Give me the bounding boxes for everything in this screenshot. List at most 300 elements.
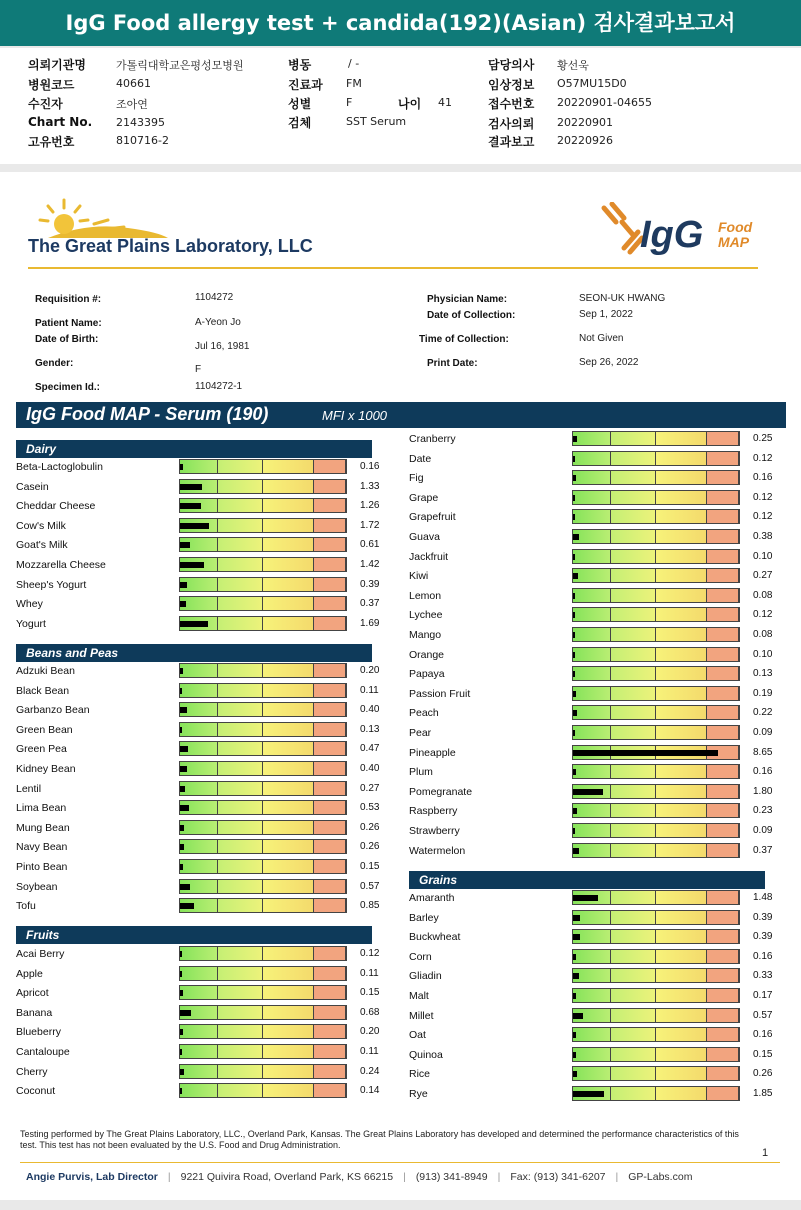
food-value: 0.11 bbox=[360, 1046, 379, 1057]
reactivity-bar bbox=[179, 596, 347, 611]
meta-label: 나이 bbox=[398, 97, 422, 111]
reactivity-bar bbox=[179, 1083, 347, 1098]
bar-zone bbox=[573, 950, 611, 963]
reactivity-fill bbox=[573, 828, 575, 834]
food-value: 0.15 bbox=[360, 987, 380, 999]
reactivity-bar bbox=[572, 725, 740, 740]
bar-zone bbox=[180, 821, 218, 834]
food-name: Barley bbox=[409, 911, 439, 924]
bar-zone bbox=[707, 550, 739, 563]
bar-zone bbox=[656, 687, 707, 700]
reactivity-bar bbox=[572, 1027, 740, 1042]
food-row bbox=[409, 430, 789, 449]
collection-date-label: Date of Collection: bbox=[427, 310, 516, 321]
reactivity-bar bbox=[179, 537, 347, 552]
reactivity-bar bbox=[572, 910, 740, 925]
meta-label: 검체 bbox=[288, 116, 312, 130]
food-name: Lemon bbox=[409, 589, 442, 602]
bar-zone bbox=[218, 617, 263, 630]
food-value: 0.16 bbox=[753, 1029, 773, 1041]
reactivity-fill bbox=[180, 786, 185, 792]
food-value: 0.13 bbox=[753, 668, 773, 680]
header-divider bbox=[28, 267, 758, 269]
bar-zone bbox=[218, 597, 263, 610]
reactivity-bar bbox=[179, 839, 347, 854]
food-row bbox=[409, 489, 789, 508]
food-name: Apple bbox=[16, 967, 43, 980]
food-value: 0.33 bbox=[753, 970, 773, 982]
reactivity-fill bbox=[180, 727, 182, 733]
bar-zone bbox=[573, 550, 611, 563]
page-number: 1 bbox=[762, 1147, 769, 1159]
food-row bbox=[409, 842, 789, 861]
reactivity-fill bbox=[180, 864, 183, 870]
bar-zone bbox=[656, 471, 707, 484]
bar-zone bbox=[573, 1067, 611, 1080]
food-row bbox=[409, 1007, 789, 1026]
bar-zone bbox=[314, 578, 346, 591]
meta-value: 2143395 bbox=[116, 116, 165, 129]
reactivity-fill bbox=[573, 730, 575, 736]
reactivity-bar bbox=[179, 1005, 347, 1020]
food-value: 0.10 bbox=[753, 648, 773, 660]
reactivity-bar bbox=[179, 761, 347, 776]
food-name: Mung Bean bbox=[16, 821, 70, 834]
bar-zone bbox=[218, 558, 263, 571]
bar-zone bbox=[707, 950, 739, 963]
bar-zone bbox=[314, 597, 346, 610]
food-name: Millet bbox=[409, 1009, 434, 1022]
bar-zone bbox=[180, 782, 218, 795]
food-name: Malt bbox=[409, 990, 429, 1002]
bar-zone bbox=[656, 844, 707, 857]
footer-phone: (913) 341-8949 bbox=[415, 1171, 488, 1183]
bar-zone bbox=[314, 967, 346, 980]
bar-zone bbox=[611, 785, 656, 798]
reactivity-bar bbox=[572, 890, 740, 905]
bar-zone bbox=[707, 726, 739, 739]
reactivity-fill bbox=[180, 1010, 191, 1016]
meta-label: 고유번호 bbox=[28, 135, 75, 149]
meta-value: / - bbox=[348, 57, 360, 70]
bar-zone bbox=[707, 510, 739, 523]
bar-zone bbox=[611, 765, 656, 778]
reactivity-bar bbox=[572, 823, 740, 838]
food-row bbox=[16, 497, 396, 516]
food-row bbox=[16, 1082, 396, 1101]
bar-zone bbox=[573, 471, 611, 484]
reactivity-fill bbox=[180, 688, 182, 694]
food-value: 0.24 bbox=[360, 1065, 380, 1077]
bar-zone bbox=[656, 989, 707, 1002]
bar-zone bbox=[573, 706, 611, 719]
reactivity-bar bbox=[572, 1008, 740, 1023]
bar-zone bbox=[656, 726, 707, 739]
bar-zone bbox=[314, 860, 346, 873]
meta-value: 41 bbox=[438, 96, 452, 109]
footer-address: 9221 Quivira Road, Overland Park, KS 66215 bbox=[180, 1171, 394, 1183]
bar-zone bbox=[707, 989, 739, 1002]
meta-value: 20220901-04655 bbox=[557, 96, 652, 109]
food-value: 0.12 bbox=[753, 491, 773, 503]
bar-zone bbox=[611, 1009, 656, 1022]
food-name: Grapefruit bbox=[409, 511, 456, 524]
food-name: Date bbox=[409, 452, 432, 465]
reactivity-bar bbox=[572, 431, 740, 446]
bar-zone bbox=[314, 1006, 346, 1019]
bar-zone bbox=[611, 608, 656, 621]
bar-zone bbox=[656, 911, 707, 924]
food-name: Orange bbox=[409, 648, 445, 661]
bar-zone bbox=[218, 967, 263, 980]
bar-zone bbox=[656, 628, 707, 641]
physician-label: Physician Name: bbox=[427, 294, 508, 305]
reactivity-bar bbox=[572, 988, 740, 1003]
food-value: 1.48 bbox=[753, 892, 773, 903]
reactivity-bar bbox=[572, 451, 740, 466]
food-value: 0.27 bbox=[360, 782, 380, 794]
bar-zone bbox=[573, 1028, 611, 1041]
bar-zone bbox=[263, 899, 314, 912]
food-name: Quinoa bbox=[409, 1048, 443, 1061]
reactivity-bar bbox=[179, 702, 347, 717]
reactivity-fill bbox=[573, 915, 580, 921]
food-row bbox=[16, 682, 396, 701]
bar-zone bbox=[314, 1025, 346, 1038]
meta-value: FM bbox=[346, 77, 362, 90]
bar-zone bbox=[263, 1045, 314, 1058]
food-row bbox=[409, 889, 789, 908]
food-name: Green Bean bbox=[16, 723, 73, 736]
reactivity-fill bbox=[573, 514, 575, 520]
food-name: Coconut bbox=[16, 1085, 56, 1098]
category-header: Dairy bbox=[16, 440, 372, 458]
food-value: 0.08 bbox=[753, 629, 773, 640]
reactivity-fill bbox=[573, 993, 576, 999]
meta-label: 결과보고 bbox=[488, 135, 535, 149]
food-name: Adzuki Bean bbox=[16, 665, 75, 677]
reactivity-fill bbox=[573, 1032, 576, 1038]
food-value: 0.19 bbox=[753, 687, 773, 699]
bar-zone bbox=[656, 1028, 707, 1041]
food-value: 0.22 bbox=[753, 707, 773, 719]
reactivity-fill bbox=[180, 884, 190, 890]
footer-divider bbox=[20, 1162, 780, 1163]
bar-zone bbox=[263, 538, 314, 551]
bar-zone bbox=[611, 824, 656, 837]
bar-zone bbox=[218, 460, 263, 473]
food-value: 0.85 bbox=[360, 900, 380, 912]
bar-zone bbox=[263, 762, 314, 775]
reactivity-fill bbox=[180, 562, 204, 568]
bar-zone bbox=[314, 460, 346, 473]
bar-zone bbox=[314, 1065, 346, 1078]
bar-zone bbox=[707, 569, 739, 582]
reactivity-fill bbox=[180, 601, 186, 607]
food-name: Beta-Lactoglobulin bbox=[16, 461, 103, 473]
bar-zone bbox=[180, 1065, 218, 1078]
bar-zone bbox=[611, 569, 656, 582]
bar-zone bbox=[656, 452, 707, 465]
bar-zone bbox=[314, 1084, 346, 1097]
reactivity-fill bbox=[573, 573, 578, 579]
food-value: 0.68 bbox=[360, 1006, 380, 1018]
bar-zone bbox=[656, 530, 707, 543]
reactivity-fill bbox=[180, 621, 208, 627]
bar-zone bbox=[314, 499, 346, 512]
category-header: Fruits bbox=[16, 926, 372, 944]
bar-zone bbox=[611, 550, 656, 563]
food-row bbox=[409, 450, 789, 469]
food-name: Fig bbox=[409, 472, 424, 485]
food-row bbox=[409, 587, 789, 606]
bar-zone bbox=[611, 510, 656, 523]
patient-name-value: A-Yeon Jo bbox=[195, 317, 241, 328]
bar-zone bbox=[180, 860, 218, 873]
food-name: Cow's Milk bbox=[16, 519, 66, 532]
bar-zone bbox=[218, 480, 263, 493]
food-value: 0.11 bbox=[360, 684, 379, 696]
reactivity-fill bbox=[180, 805, 189, 811]
food-row bbox=[16, 1043, 396, 1062]
reactivity-fill bbox=[180, 464, 183, 470]
bar-zone bbox=[707, 930, 739, 943]
reactivity-fill bbox=[573, 954, 576, 960]
food-row bbox=[409, 606, 789, 625]
food-name: Gliadin bbox=[409, 970, 442, 983]
reactivity-fill bbox=[180, 844, 184, 850]
bar-zone bbox=[656, 608, 707, 621]
bar-zone bbox=[611, 706, 656, 719]
bar-zone bbox=[707, 667, 739, 680]
reactivity-fill bbox=[180, 1049, 182, 1055]
bar-zone bbox=[263, 617, 314, 630]
reactivity-bar bbox=[572, 803, 740, 818]
meta-label: 진료과 bbox=[288, 78, 323, 92]
bar-zone bbox=[611, 891, 656, 904]
reactivity-bar bbox=[179, 985, 347, 1000]
food-value: 0.14 bbox=[360, 1085, 380, 1097]
food-name: Strawberry bbox=[409, 825, 460, 837]
reactivity-bar bbox=[179, 722, 347, 737]
reactivity-bar bbox=[572, 549, 740, 564]
bar-zone bbox=[656, 785, 707, 798]
bar-zone bbox=[263, 519, 314, 532]
bar-zone bbox=[218, 782, 263, 795]
food-row bbox=[16, 662, 396, 681]
bar-zone bbox=[218, 1084, 263, 1097]
food-name: Banana bbox=[16, 1006, 53, 1019]
print-date-value: Sep 26, 2022 bbox=[579, 357, 639, 368]
food-row bbox=[16, 721, 396, 740]
bar-zone bbox=[180, 1025, 218, 1038]
bar-zone bbox=[218, 986, 263, 999]
bar-zone bbox=[656, 432, 707, 445]
food-value: 0.16 bbox=[753, 766, 773, 778]
bar-zone bbox=[573, 452, 611, 465]
food-row bbox=[16, 897, 396, 916]
bar-zone bbox=[656, 891, 707, 904]
reactivity-fill bbox=[573, 534, 579, 540]
food-row bbox=[16, 858, 396, 877]
brand-food: Food bbox=[718, 219, 753, 235]
reactivity-fill bbox=[573, 436, 577, 442]
reactivity-fill bbox=[180, 1088, 182, 1094]
food-value: 0.26 bbox=[753, 1068, 773, 1080]
bar-zone bbox=[314, 684, 346, 697]
food-row bbox=[16, 1063, 396, 1082]
bar-zone bbox=[611, 989, 656, 1002]
bar-zone bbox=[218, 880, 263, 893]
bar-zone bbox=[573, 569, 611, 582]
food-value: 0.37 bbox=[360, 598, 380, 610]
bar-zone bbox=[656, 765, 707, 778]
meta-value: SST Serum bbox=[346, 115, 407, 128]
gender-value: F bbox=[195, 364, 202, 375]
reactivity-fill bbox=[573, 671, 575, 677]
food-value: 0.57 bbox=[753, 1009, 773, 1021]
reactivity-bar bbox=[179, 557, 347, 572]
reactivity-bar bbox=[572, 607, 740, 622]
bar-zone bbox=[218, 538, 263, 551]
bar-zone bbox=[263, 1006, 314, 1019]
reactivity-bar bbox=[572, 1086, 740, 1101]
food-name: Soybean bbox=[16, 880, 58, 893]
reactivity-bar bbox=[572, 490, 740, 505]
bar-zone bbox=[180, 986, 218, 999]
food-name: Goat's Milk bbox=[16, 539, 68, 552]
food-value: 0.15 bbox=[360, 861, 380, 872]
bar-zone bbox=[656, 824, 707, 837]
reactivity-fill bbox=[573, 1071, 577, 1077]
food-row bbox=[409, 567, 789, 586]
reactivity-bar bbox=[179, 859, 347, 874]
bar-zone bbox=[707, 471, 739, 484]
food-value: 0.26 bbox=[360, 821, 380, 833]
footer-fax: Fax: (913) 341-6207 bbox=[510, 1171, 606, 1183]
meta-label: 담당의사 bbox=[488, 58, 535, 72]
bar-zone bbox=[573, 648, 611, 661]
bar-zone bbox=[180, 460, 218, 473]
meta-label: Chart No. bbox=[28, 115, 93, 129]
food-value: 0.20 bbox=[360, 665, 380, 676]
bar-zone bbox=[263, 597, 314, 610]
reactivity-fill bbox=[180, 503, 201, 509]
reactivity-fill bbox=[180, 951, 182, 957]
bar-zone bbox=[611, 530, 656, 543]
food-row bbox=[409, 967, 789, 986]
bar-zone bbox=[180, 723, 218, 736]
reactivity-bar bbox=[179, 1024, 347, 1039]
bar-zone bbox=[707, 491, 739, 504]
bar-zone bbox=[611, 491, 656, 504]
reactivity-fill bbox=[573, 495, 575, 501]
food-value: 1.42 bbox=[360, 559, 380, 570]
bar-zone bbox=[263, 460, 314, 473]
reactivity-bar bbox=[179, 898, 347, 913]
bar-zone bbox=[573, 765, 611, 778]
food-value: 1.85 bbox=[753, 1088, 773, 1099]
food-row bbox=[409, 987, 789, 1006]
reactivity-bar bbox=[572, 949, 740, 964]
food-value: 0.17 bbox=[753, 990, 773, 1001]
dob-value: Jul 16, 1981 bbox=[195, 341, 250, 352]
bar-zone bbox=[314, 880, 346, 893]
food-value: 0.12 bbox=[360, 948, 380, 959]
bar-zone bbox=[218, 947, 263, 960]
food-row bbox=[409, 548, 789, 567]
food-name: Acai Berry bbox=[16, 948, 65, 960]
food-row bbox=[409, 948, 789, 967]
food-row bbox=[16, 615, 396, 634]
reactivity-bar bbox=[572, 784, 740, 799]
bar-zone bbox=[611, 1087, 656, 1100]
reactivity-bar bbox=[179, 946, 347, 961]
bar-zone bbox=[573, 804, 611, 817]
food-value: 0.16 bbox=[753, 472, 773, 484]
bar-zone bbox=[314, 840, 346, 853]
bar-zone bbox=[656, 667, 707, 680]
bar-zone bbox=[263, 840, 314, 853]
food-row bbox=[409, 724, 789, 743]
report-title: IgG Food allergy test + candida(192)(Asian) 검사결과보고서 bbox=[65, 11, 736, 35]
collection-date-value: Sep 1, 2022 bbox=[579, 309, 633, 320]
reactivity-bar bbox=[572, 705, 740, 720]
bar-zone bbox=[263, 578, 314, 591]
food-name: Raspberry bbox=[409, 805, 458, 818]
food-name: Tofu bbox=[16, 900, 36, 913]
reactivity-bar bbox=[179, 498, 347, 513]
food-row bbox=[16, 595, 396, 614]
bar-zone bbox=[707, 969, 739, 982]
bar-zone bbox=[573, 432, 611, 445]
bar-zone bbox=[707, 628, 739, 641]
meta-label: 병원코드 bbox=[28, 78, 75, 92]
food-row bbox=[16, 576, 396, 595]
bar-zone bbox=[573, 824, 611, 837]
bar-zone bbox=[611, 930, 656, 943]
bar-zone bbox=[707, 785, 739, 798]
reactivity-fill bbox=[180, 1029, 183, 1035]
footer-website: GP-Labs.com bbox=[628, 1171, 693, 1183]
requisition-label: Requisition #: bbox=[35, 294, 102, 305]
bar-zone bbox=[707, 706, 739, 719]
bar-zone bbox=[218, 801, 263, 814]
food-row bbox=[409, 665, 789, 684]
food-row bbox=[16, 965, 396, 984]
reactivity-fill bbox=[180, 766, 187, 772]
food-value: 0.10 bbox=[753, 550, 773, 562]
bar-zone bbox=[218, 742, 263, 755]
bar-zone bbox=[314, 664, 346, 677]
dob-label: Date of Birth: bbox=[35, 334, 99, 345]
reactivity-bar bbox=[572, 1047, 740, 1062]
bar-zone bbox=[707, 804, 739, 817]
brand-food-map bbox=[718, 220, 752, 250]
reactivity-fill bbox=[573, 750, 718, 756]
bar-zone bbox=[180, 947, 218, 960]
reactivity-fill bbox=[180, 825, 184, 831]
reactivity-fill bbox=[573, 554, 575, 560]
reactivity-bar bbox=[179, 683, 347, 698]
food-map-unit: MFI x 1000 bbox=[322, 408, 388, 423]
bar-zone bbox=[656, 1048, 707, 1061]
food-name: Guava bbox=[409, 531, 440, 543]
reactivity-fill bbox=[573, 789, 603, 795]
report-title-banner bbox=[0, 0, 801, 46]
bar-zone bbox=[263, 947, 314, 960]
food-name: Black Bean bbox=[16, 684, 70, 697]
